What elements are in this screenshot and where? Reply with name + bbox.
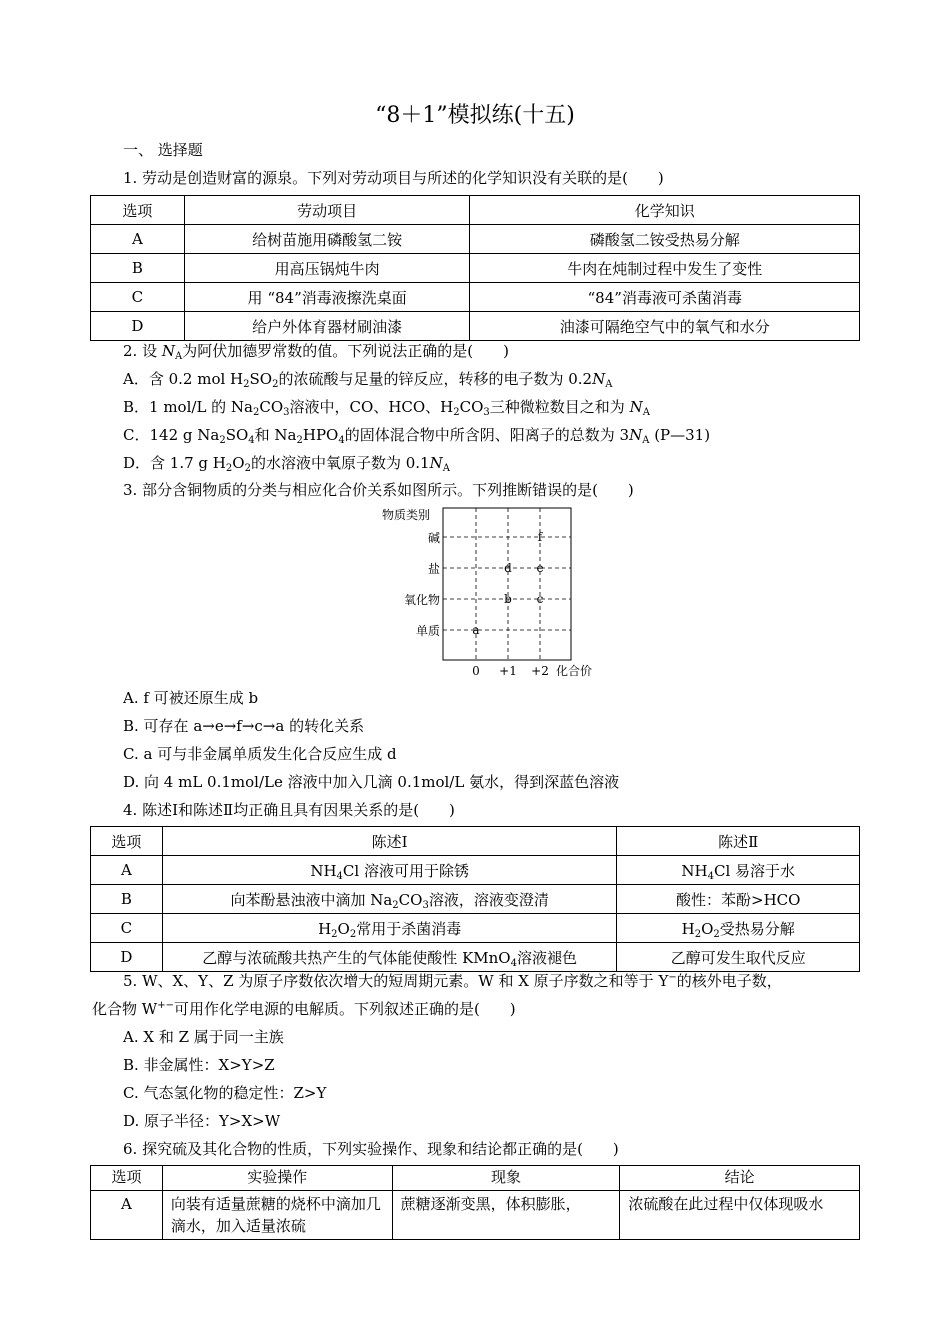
q3-option-d: D. 向 4 mL 0.1mol/Le 溶液中加入几滴 0.1mol/L 氨水，得到深蓝色溶液	[123, 773, 620, 791]
q2-option-a: A．含 0.2 mol $H_2SO_2$的浓硫酸与足量的锌反应，转移的电子数为 $0.2N_A$	[123, 370, 613, 390]
q6-stem: 6. 探究硫及其化合物的性质，下列实验操作、现象和结论都正确的是( )	[123, 1140, 619, 1158]
q5-stem-line1: 5. W、X、Y、Z 为原子序数依次增大的短周期元素。W 和 X 原子序数之和等于 Y−的核外电子数，	[123, 972, 782, 990]
diagram-gridlines	[443, 508, 571, 660]
q1-stem: 1. 劳动是创造财富的源泉。下列对劳动项目与所述的化学知识没有关联的是( )	[123, 169, 664, 187]
header-cell: 实验操作	[162, 1166, 392, 1191]
table-cell: A	[91, 856, 163, 885]
table-cell: “84”消毒液可杀菌消毒	[470, 283, 860, 312]
x-axis-title: 化合价	[556, 664, 593, 678]
x-tick-label: +2	[531, 664, 549, 678]
q5-option-a: A. X 和 Z 属于同一主族	[123, 1028, 284, 1046]
table-cell: 浓硫酸在此过程中仅体现吸水	[620, 1191, 860, 1240]
q2-option-c: C．142 g $Na_2SO_4$和 $Na_2HPO_4$的固体混合物中所含阴、阳离子的总数为 $3N_A$ (P—31)	[123, 426, 711, 446]
table-cell: $H_2O_2$常用于杀菌消毒	[162, 914, 617, 943]
table-cell: 乙醇与浓硫酸共热产生的气体能使酸性 KMnO$_4$溶液褪色	[162, 943, 617, 972]
table-cell: 用 “84”消毒液擦洗桌面	[184, 283, 470, 312]
header-cell: 陈述Ⅰ	[162, 827, 617, 856]
table-row	[91, 885, 860, 914]
table-cell: C	[91, 914, 163, 943]
diagram-point-d: d	[504, 561, 512, 575]
diagram-frame	[443, 508, 571, 660]
table-cell: D	[91, 312, 185, 341]
table-cell: 酸性：苯酚>HCO	[617, 885, 860, 914]
table-cell: 油漆可隔绝空气中的氧气和水分	[470, 312, 860, 341]
table-row	[91, 1191, 860, 1240]
q4-table	[90, 826, 860, 972]
q5-option-d: D. 原子半径：Y>X>W	[123, 1112, 281, 1130]
header-cell: 陈述Ⅱ	[617, 827, 860, 856]
table-row	[91, 856, 860, 885]
table-cell: 向苯酚悬浊液中滴加 $Na_2CO_3$溶液，溶液变澄清	[162, 885, 617, 914]
table-cell: 用高压锅炖牛肉	[184, 254, 470, 283]
x-tick-label: 0	[472, 664, 480, 678]
y-tick-label: 盐	[427, 562, 440, 576]
table-row	[91, 254, 860, 283]
table-cell: 磷酸氢二铵受热易分解	[470, 225, 860, 254]
table-cell: $H_2O_2$受热易分解	[617, 914, 860, 943]
header-cell: 结论	[620, 1166, 860, 1191]
q4-stem: 4. 陈述Ⅰ和陈述Ⅱ均正确且具有因果关系的是( )	[123, 801, 455, 819]
q3-stem: 3. 部分含铜物质的分类与相应化合价关系如图所示。下列推断错误的是( )	[123, 481, 634, 499]
table-cell: 给户外体育器材刷油漆	[184, 312, 470, 341]
header-cell: 选项	[91, 196, 185, 225]
q1-header-row	[91, 196, 860, 225]
header-cell: 选项	[91, 827, 163, 856]
table-cell: 向装有适量蔗糖的烧杯中滴加几滴水，加入适量浓硫	[162, 1191, 392, 1240]
header-cell: 劳动项目	[184, 196, 470, 225]
y-tick-label: 氧化物	[403, 593, 440, 607]
table-cell: $NH_4Cl$ 溶液可用于除锈	[162, 856, 617, 885]
q5-stem-line2: 化合物 W+−可用作化学电源的电解质。下列叙述正确的是( )	[92, 1000, 516, 1018]
q6-header-row	[91, 1166, 860, 1191]
table-row	[91, 914, 860, 943]
q3-option-a: A. f 可被还原生成 b	[123, 689, 259, 707]
table-cell: 乙醇可发生取代反应	[617, 943, 860, 972]
q5-option-c: C. 气态氢化物的稳定性：Z>Y	[123, 1084, 327, 1102]
y-tick-label: 碱	[427, 531, 440, 545]
table-cell: 蔗糖逐渐变黑，体积膨胀，	[392, 1191, 620, 1240]
table-cell: B	[91, 254, 185, 283]
q1-table	[90, 195, 860, 341]
section-heading: 一、 选择题	[123, 141, 203, 159]
table-row	[91, 225, 860, 254]
table-cell: D	[91, 943, 163, 972]
q6-table	[90, 1165, 860, 1240]
header-cell: 现象	[392, 1166, 620, 1191]
diagram-point-e: e	[536, 561, 544, 575]
table-cell: $NH_4Cl$ 易溶于水	[617, 856, 860, 885]
diagram-point-b: b	[504, 592, 512, 606]
x-tick-label: +1	[499, 664, 517, 678]
table-row	[91, 283, 860, 312]
q2-stem: 2. 设 $N_A$为阿伏加德罗常数的值。下列说法正确的是( )	[123, 342, 509, 362]
diagram-point-c: c	[536, 592, 544, 606]
q4-header-row	[91, 827, 860, 856]
table-row	[91, 943, 860, 972]
header-cell: 选项	[91, 1166, 163, 1191]
q2-option-d: D．含 1.7 g $H_2O_2$的水溶液中氧原子数为 $0.1N_A$	[123, 454, 450, 474]
diagram-point-f: f	[537, 530, 543, 544]
table-cell: A	[91, 225, 185, 254]
q3-option-c: C. a 可与非金属单质发生化合反应生成 d	[123, 745, 397, 763]
q3-option-b: B. 可存在 a→e→f→c→a 的转化关系	[123, 717, 365, 735]
table-cell: 给树苗施用磷酸氢二铵	[184, 225, 470, 254]
header-cell: 化学知识	[470, 196, 860, 225]
q2-option-b: B．1 mol/L 的 $Na_2CO_3$溶液中，CO、HCO、$H_2CO_3$三种微粒数目之和为 $N_A$	[123, 398, 650, 418]
page-title: “8＋1”模拟练(十五)	[375, 103, 575, 128]
table-cell: C	[91, 283, 185, 312]
q5-option-b: B. 非金属性：X>Y>Z	[123, 1056, 275, 1074]
table-cell: B	[91, 885, 163, 914]
copper-valence-diagram	[380, 503, 620, 683]
table-cell: A	[91, 1191, 163, 1240]
y-tick-label: 单质	[415, 624, 440, 638]
y-axis-title: 物质类别	[382, 508, 431, 522]
diagram-point-a: a	[472, 623, 480, 637]
table-row	[91, 312, 860, 341]
table-cell: 牛肉在炖制过程中发生了变性	[470, 254, 860, 283]
